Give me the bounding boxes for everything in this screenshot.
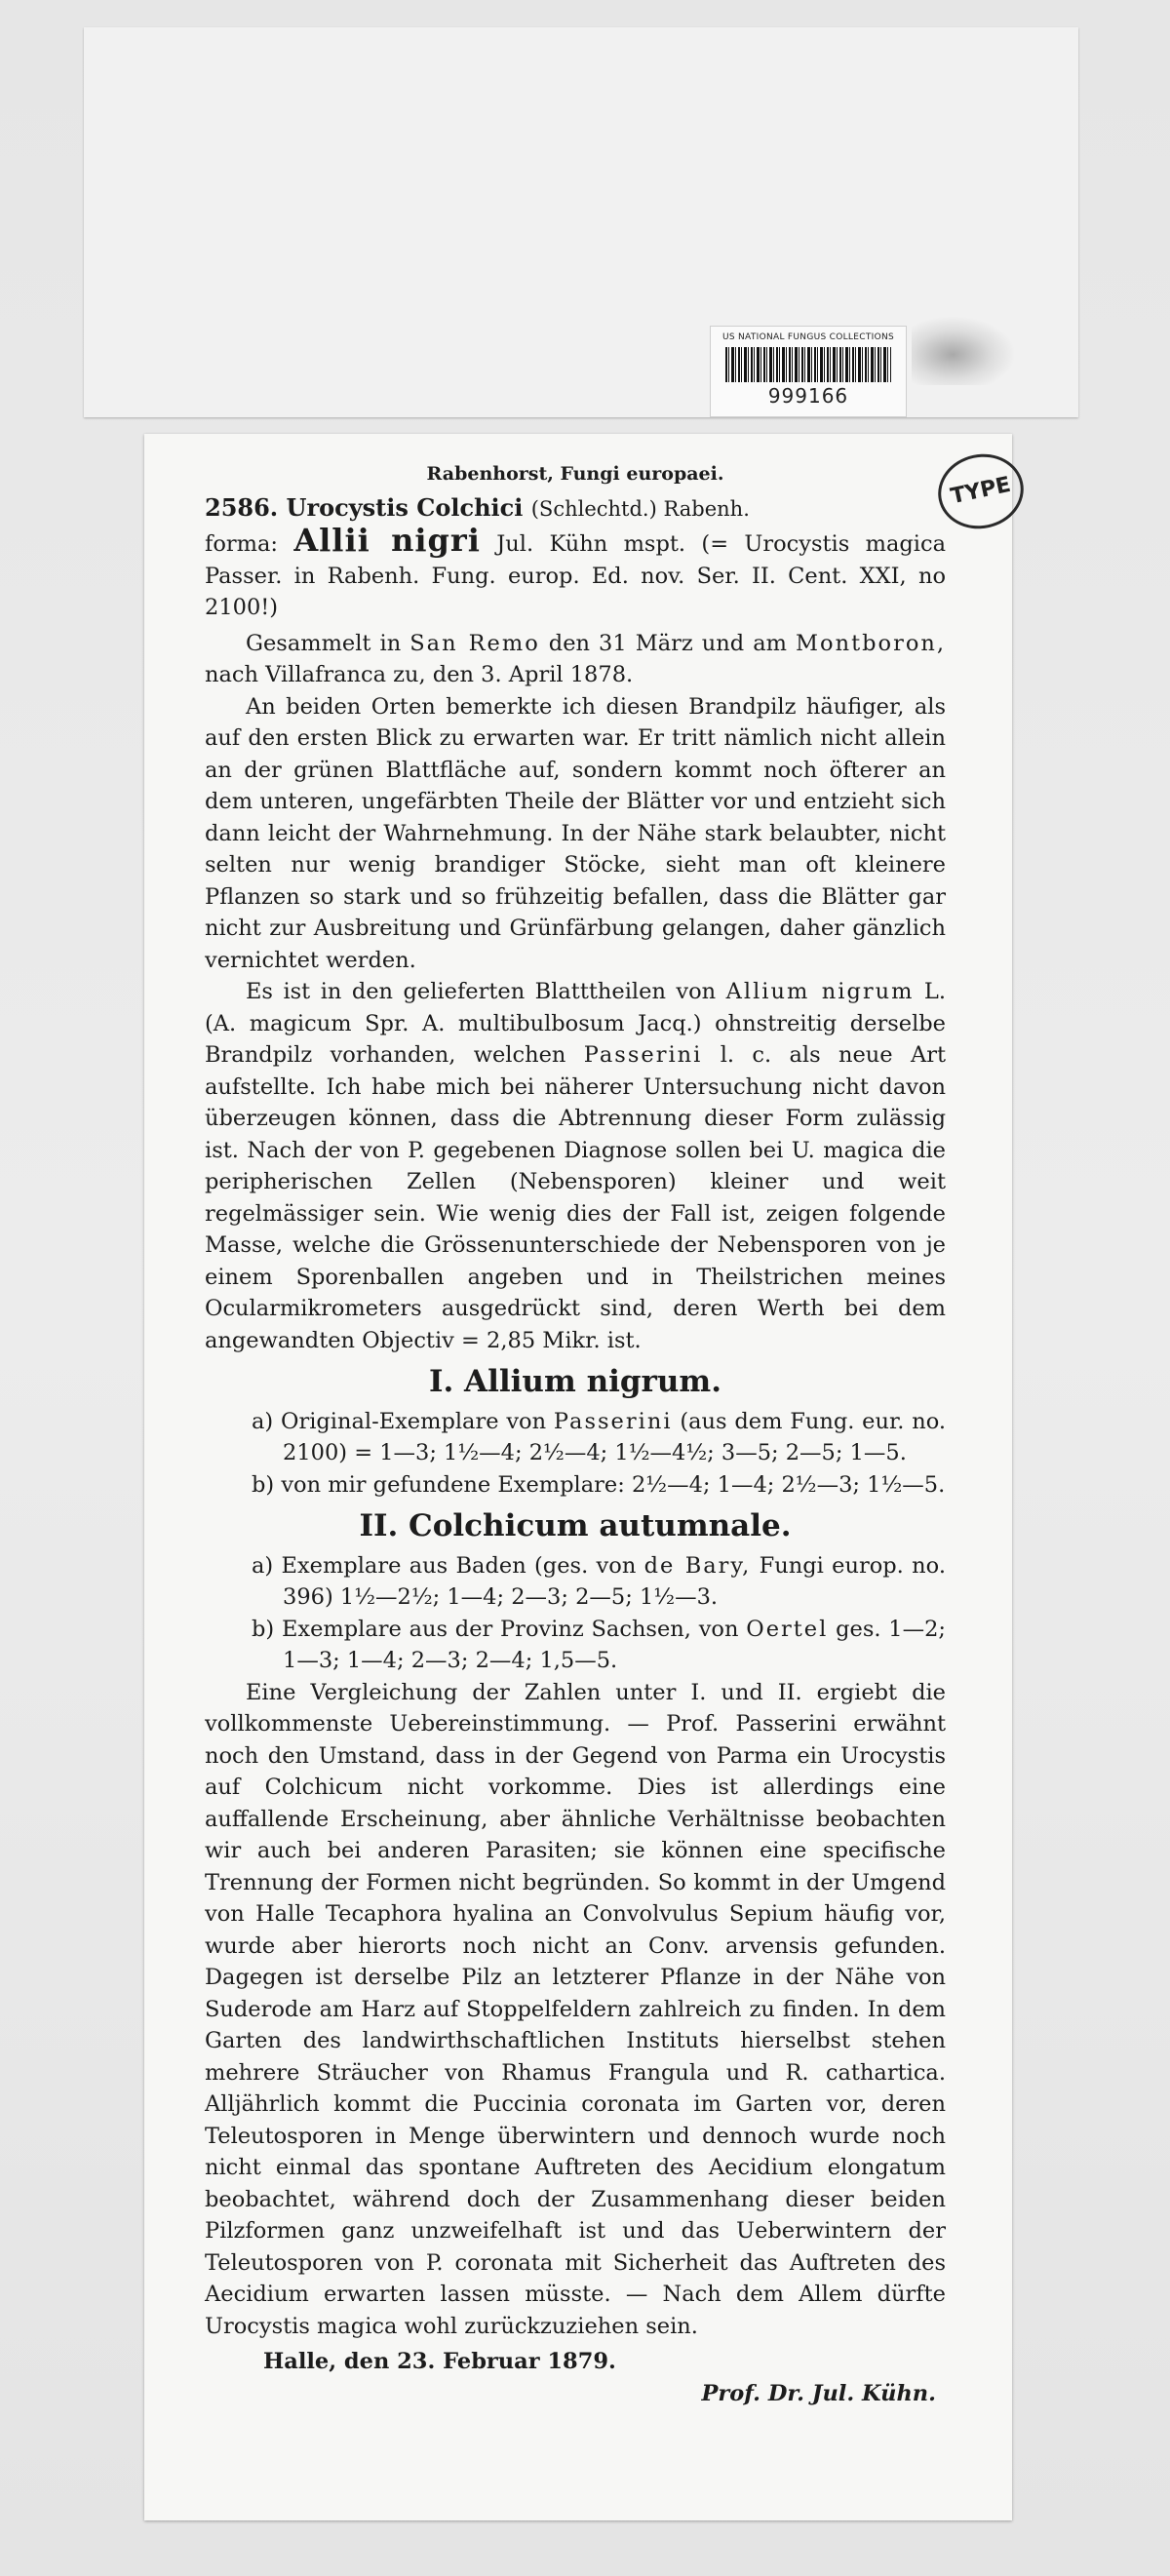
s1a-text: a) Original-Exemplare von: [252, 1408, 547, 1434]
paragraph-2: [205, 976, 946, 1356]
forma-line: [205, 522, 947, 624]
s1a-values: (aus dem Fung. eur. no. 2100) = 1—3; 1½—4; 2½—4; 1½—4½; 3—5; 2—5; 1—5.: [283, 1408, 947, 1465]
barcode-number: 999166: [767, 384, 849, 408]
section-title-allium: I. Allium nigrum.: [428, 1364, 722, 1399]
barcode-icon: [725, 347, 891, 382]
s2b-values: ges. 1—2; 1—3; 1—4; 2—3; 2—4; 1,5—5.: [283, 1616, 947, 1673]
s2a-bary: de Bary,: [644, 1552, 752, 1579]
stain-mark: [912, 317, 1014, 385]
type-stamp: TYPE: [931, 447, 1031, 537]
collected-date: den 31 März und am: [548, 630, 787, 656]
para2-text-b: L. (A. magicum Spr. A. multibulbosum Jacq.) ohnstreitig derselbe Brandpilz vorhanden, welchen: [205, 979, 946, 1068]
forma-name: Allii nigri: [293, 522, 481, 559]
para2-passerini: Passerini: [583, 1042, 703, 1068]
paragraph-1: An beiden Orten bemerkte ich diesen Brandpilz häufiger, als auf den ersten Blick zu erwarten war. Er tritt nämlich nicht allein an der grünen Blattfläche auf, sondern kommt noch öfterer an dem unteren, ungefärbten Theile der Blätter vor und entzieht sich dann leicht der Wahrnehmung. In der Nähe stark belaubter, nicht selten nur wenig brandiger Stöcke, sieht man oft kleinere Pflanzen so stark und so frühzeitig befallen, dass die Blätter gar nicht zur Ausbreitung und Grünfärbung gelangen, daher gänzlich vernichtet werden.: [205, 693, 946, 973]
section1-item-b: b) von mir gefundene Exemplare: 2½—4; 1—4; 2½—3; 1½—5.: [252, 1471, 946, 1498]
para2-text-a: Es ist in den gelieferten Blatttheilen von: [246, 979, 717, 1004]
section2-item-a: [205, 1550, 946, 1614]
locality-san-remo: San Remo: [410, 630, 540, 656]
s2a-text: a) Exemplare aus Baden (ges. von: [252, 1552, 637, 1579]
species-authority: (Schlechtd.) Rabenh.: [530, 496, 750, 521]
barcode-label: [710, 326, 907, 417]
barcode-header: US NATIONAL FUNGUS COLLECTIONS: [722, 332, 895, 342]
s2b-oertel: Oertel: [746, 1616, 829, 1642]
s2b-text: b) Exemplare aus der Provinz Sachsen, von: [252, 1616, 739, 1642]
paragraph-3: Eine Vergleichung der Zahlen unter I. und II. ergiebt die vollkommenste Uebereinstimmung. — Prof. Passerini erwähnt noch den Umstand, dass in der Gegend von Parma ein Urocystis auf Colchicum nicht vorkomme. Dies ist allerdings eine auffallende Erscheinung, aber ähnliche Verhältnisse beobachten wir auch bei anderen Parasiten; sie können eine specifische Trennung der Formen nicht begründen. So kommt in der Umgend von Halle Tecaphora hyalina an Convolvulus Sepium häufig vor, wurde aber hierorts noch nicht an Conv. arvensis gefunden. Dagegen ist derselbe Pilz an letzterer Pflanze in der Nähe von Suderode am Harz auf Stoppelfeldern zahlreich zu finden. In dem Garten des landwirthschaftlichen Instituts hierselbst stehen mehrere Sträucher von Rhamus Frangula und R. cathartica. Alljährlich kommt die Puccinia coronata im Garten vor, deren Teleutosporen in Menge überwintern und dennoch wurde noch nicht einmal das spontane Auftreten des Aecidium elongatum beobachtet, während doch der Zusammenhang dieser beiden Pilzformen ganz unzweifelhaft ist und das Ueberwintern der Teleutosporen von P. coronata mit Sicherheit das Auftreten des Aecidium erwarten lassen müsste. — Nach dem Allem dürfte Urocystis magica wohl zurückzuziehen sein.: [205, 1679, 946, 2339]
collected-text: Gesammelt in: [246, 630, 402, 656]
label-text: [205, 458, 946, 2409]
collected-date-2: nach Villafranca zu, den 3. April 1878.: [205, 662, 634, 687]
forma-prefix: forma:: [205, 531, 278, 557]
collection-info: [205, 628, 946, 691]
forma-description: Jul. Kühn mspt. (= Urocystis magica Passer. in Rabenh. Fung. europ. Ed. nov. Ser. II. Cent. XXI, no 2100!): [205, 531, 947, 620]
para2-allium: Allium nigrum: [725, 979, 915, 1004]
section1-item-a: [205, 1406, 946, 1469]
para2-text-c: l. c. als neue Art aufstellte. Ich habe mich bei näherer Untersuchung nicht davon überzeugen können, dass die Abtrennung dieser Form zulässig ist. Nach der von P. gegebenen Diagnose sollen bei U. magica die peripherischen Zellen (Nebensporen) kleiner und weit regelmässiger sein. Wie wenig dies der Fall ist, zeigen folgende Masse, welche die Grössenunterschiede der Nebensporen von je einem Sporenballen angeben und in Theilstrichen meines Ocularmikrometers ausgedrückt sind, deren Werth bei dem angewandten Objectiv = 2,85 Mikr. ist.: [205, 1042, 947, 1353]
section2-item-b: [205, 1614, 946, 1677]
signature: Prof. Dr. Jul. Kühn.: [701, 2380, 936, 2406]
species-line: [205, 492, 946, 526]
date-line: Halle, den 23. Februar 1879.: [263, 2349, 616, 2374]
s2a-values: Fungi europ. no. 396) 1½—2½; 1—4; 2—3; 2—5; 1½—3.: [283, 1552, 946, 1610]
species-name: Urocystis Colchici: [286, 492, 524, 522]
label-header: Rabenhorst, Fungi europaei.: [426, 463, 724, 485]
section-title-colchicum: II. Colchicum autumnale.: [359, 1508, 792, 1543]
s1a-passerini: Passerini: [553, 1408, 673, 1434]
exsiccata-number: 2586.: [205, 492, 279, 522]
locality-montboron: Montboron,: [796, 630, 947, 656]
